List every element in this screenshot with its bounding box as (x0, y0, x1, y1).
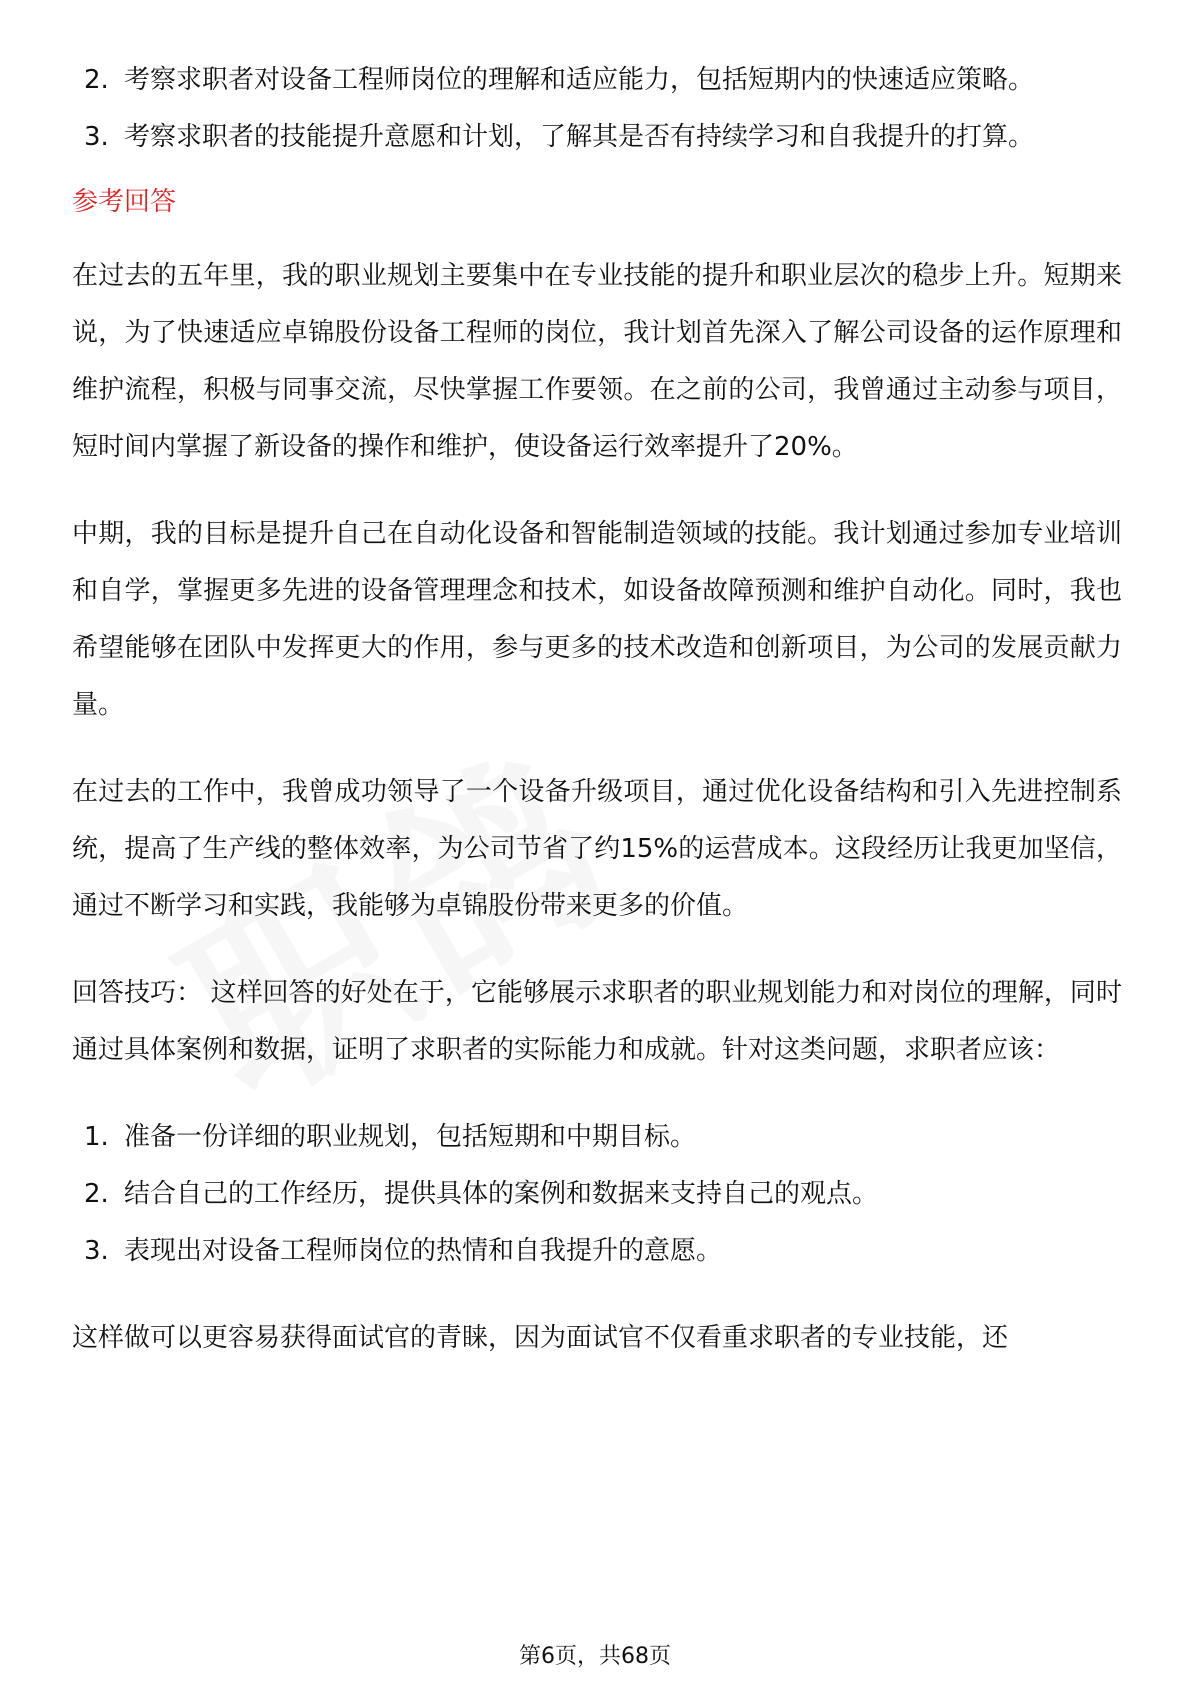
list-item (72, 109, 1122, 166)
bottom-numbered-list (72, 1109, 1122, 1280)
answer-paragraph: 在过去的五年里，我的职业规划主要集中在专业技能的提升和职业层次的稳步上升。短期来说，为了快速适应卓锦股份设备工程师的岗位，我计划首先深入了解公司设备的运作原理和维护流程，积极与同事交流，尽快掌握工作要领。在之前的公司，我曾通过主动参与项目，短时间内掌握了新设备的操作和维护，使设备运行效率提升了20%。 (72, 261, 1122, 462)
list-item-number: 2. (84, 65, 109, 95)
list-item-text: 结合自己的工作经历，提供具体的案例和数据来支持自己的观点。 (124, 1179, 879, 1209)
closing-paragraph: 这样做可以更容易获得面试官的青睐，因为面试官不仅看重求职者的专业技能，还 (72, 1323, 1009, 1353)
document-page (72, 52, 1122, 1397)
answer-paragraph: 在过去的工作中，我曾成功领导了一个设备升级项目，通过优化设备结构和引入先进控制系统，提高了生产线的整体效率，为公司节省了约15%的运营成本。这段经历让我更加坚信，通过不断学习和实践，我能够为卓锦股份带来更多的价值。 (72, 777, 1122, 921)
list-item-number: 3. (84, 1236, 109, 1266)
list-item-number: 1. (84, 1122, 109, 1152)
list-item (72, 1223, 1122, 1280)
section-title: 参考回答 (72, 187, 177, 217)
list-item-text: 考察求职者对设备工程师岗位的理解和适应能力，包括短期内的快速适应策略。 (124, 65, 1035, 95)
list-item-number: 3. (84, 122, 109, 152)
list-item (72, 1109, 1122, 1166)
list-item (72, 52, 1122, 109)
list-item (72, 1166, 1122, 1223)
tips-text: 这样回答的好处在于，它能够展示求职者的职业规划能力和对岗位的理解，同时通过具体案例和数据，证明了求职者的实际能力和成就。针对这类问题，求职者应该： (72, 978, 1122, 1065)
list-item-number: 2. (84, 1179, 109, 1209)
list-item-text: 表现出对设备工程师岗位的热情和自我提升的意愿。 (124, 1236, 723, 1266)
list-item-text: 准备一份详细的职业规划，包括短期和中期目标。 (124, 1122, 697, 1152)
tips-label: 回答技巧： (72, 978, 203, 1008)
answer-paragraph: 中期，我的目标是提升自己在自动化设备和智能制造领域的技能。我计划通过参加专业培训和自学，掌握更多先进的设备管理理念和技术，如设备故障预测和维护自动化。同时，我也希望能够在团队中发挥更大的作用，参与更多的技术改造和创新项目，为公司的发展贡献力量。 (72, 519, 1122, 720)
page-footer: 第6页，共68页 (519, 1644, 671, 1669)
tips-paragraph (72, 965, 1122, 1079)
list-item-text: 考察求职者的技能提升意愿和计划，了解其是否有持续学习和自我提升的打算。 (124, 122, 1035, 152)
top-numbered-list (72, 52, 1122, 166)
